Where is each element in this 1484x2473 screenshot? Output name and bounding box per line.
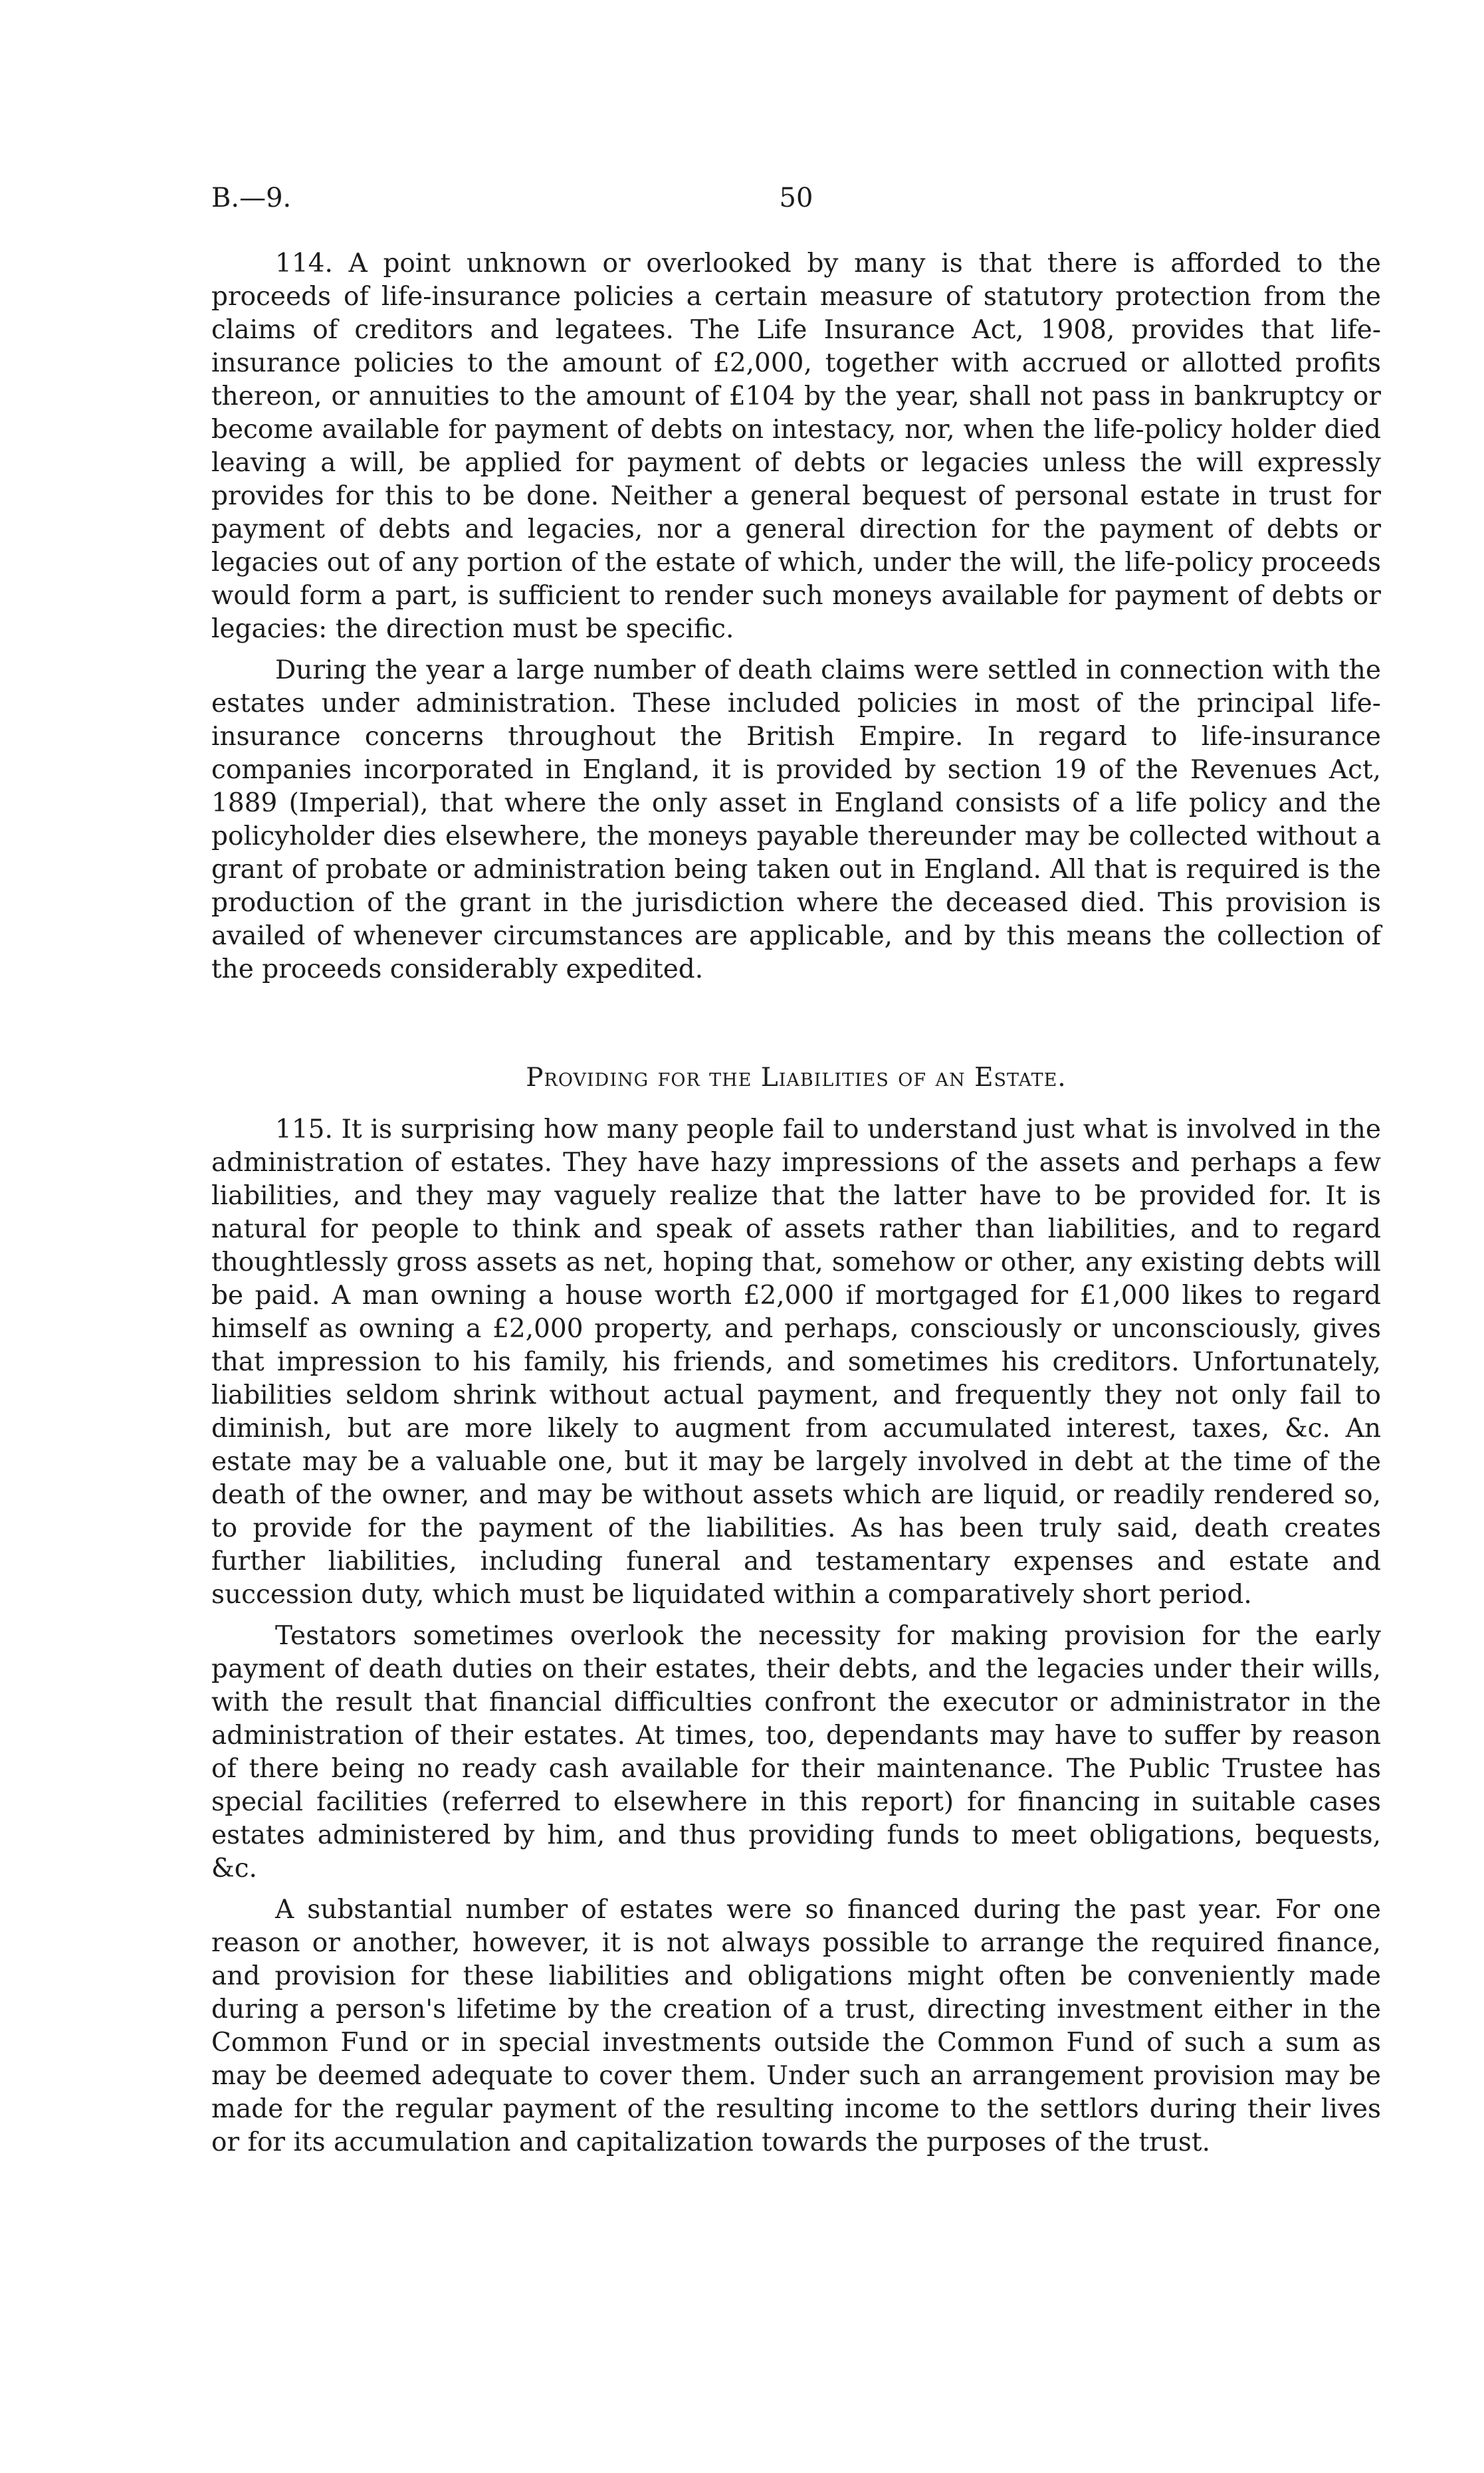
paragraph-115-2: Testators sometimes overlook the necessity for making provision for the early payment of death duties on their estates, their debts, and the legacies under their wills, with the result that financial difficulties confront the executor or administrator in the administration of their estates. At times, too, dependants may have to suffer by reason of there being no ready cash available for their maintenance. The Public Trustee has special facilities (referred to elsewhere in this report) for financing in suitable cases estates administered by him, and thus providing funds to meet obligations, bequests, &c. [211,1621,1381,1883]
paragraph-115-1 [211,1113,1381,1612]
section-number-114: 114. [275,249,333,278]
section-heading: Providing for the Liabilities of an Estate. [526,1063,1067,1093]
paragraph-115-3: A substantial number of estates were so financed during the past year. For one reason or another, however, it is not always possible to arrange the required finance, and provision for these liabilities and obligations might often be conveniently made during a person's lifetime by the creation of a trust, directing investment either in the Common Fund or in special investments outside the Common Fund of such a sum as may be deemed adequate to cover them. Under such an arrangement provision may be made for the regular payment of the resulting income to the settlors during their lives or for its accumulation and capitalization towards the purposes of the trust. [211,1895,1381,2157]
section-number-115: 115. [275,1115,333,1144]
document-reference: B.—9. [211,183,292,213]
paragraph-114-2: During the year a large number of death claims were settled in connection with the estates under administration. These included policies in most of the principal life-insurance concerns throughout the British Empire. In regard to life-insurance companies incorporated in England, it is provided by section 19 of the Revenues Act, 1889 (Imperial), that where the only asset in England consists of a life policy and the policyholder dies elsewhere, the moneys payable thereunder may be collected without a grant of probate or administration being taken out in England. All that is required is the production of the grant in the jurisdiction where the deceased died. This provision is availed of whenever circumstances are applicable, and by this means the collection of the proceeds considerably expedited. [211,655,1381,984]
section-115 [211,1113,1381,2167]
page-header [211,178,1381,218]
paragraph-text: It is surprising how many people fail to understand just what is involved in the administration of estates. They have hazy impressions of the assets and perhaps a few liabilities, and they may vaguely realize that the latter have to be provided for. It is natural for people to think and speak of assets rather than liabilities, and to regard thoughtlessly gross assets as net, hoping that, somehow or other, any existing debts will be paid. A man owning a house worth £2,000 if mortgaged for £1,000 likes to regard himself as owning a £2,000 property, and perhaps, consciously or unconsciously, gives that impression to his family, his friends, and sometimes his creditors. Unfortunately, liabilities seldom shrink without actual payment, and frequently they not only fail to diminish, but are more likely to augment from accumulated interest, taxes, &c. An estate may be a valuable one, but it may be largely involved in debt at the time of the death of the owner, and may be without assets which are liquid, or readily rendered so, to provide for the payment of the liabilities. As has been truly said, death creates further liabilities, including funeral and testamentary expenses and estate and succession duty, which must be liquidated within a comparatively short period. [211,1115,1381,1610]
paragraph-text: A point unknown or overlooked by many is that there is afforded to the proceeds of life-insurance policies a certain measure of statutory protection from the claims of creditors and legatees. The Life Insurance Act, 1908, provides that life-insurance policies to the amount of £2,000, together with accrued or allotted profits thereon, or annuities to the amount of £104 by the year, shall not pass in bankruptcy or become available for payment of debts on intestacy, nor, when the life-policy holder died leaving a will, be applied for payment of debts or legacies unless the will expressly provides for this to be done. Neither a general bequest of personal estate in trust for payment of debts and legacies, nor a general direction for the payment of debts or legacies out of any portion of the estate of which, under the will, the life-policy proceeds would form a part, is sufficient to render such moneys available for payment of debts or legacies: the direction must be specific. [211,249,1381,644]
paragraph-114-1 [211,247,1381,646]
section-114 [211,247,1381,994]
page-number: 50 [779,183,813,213]
